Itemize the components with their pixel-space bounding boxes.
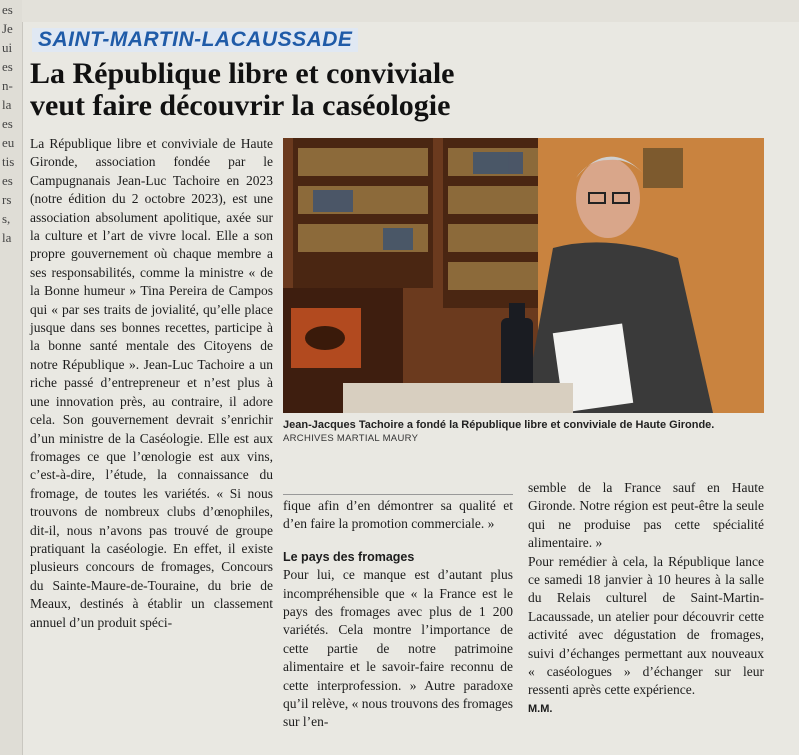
adjacent-article-line [0,399,22,418]
adjacent-article-line: Je [2,21,13,36]
adjacent-article-line [0,646,22,665]
adjacent-article-line [0,342,22,361]
photo-illustration [283,138,764,413]
adjacent-article-line [0,703,22,722]
adjacent-article-line [0,323,22,342]
adjacent-article-line [0,285,22,304]
adjacent-article-line [0,532,22,551]
article-column-1 [30,135,273,632]
headline [30,58,590,122]
section-kicker: SAINT-MARTIN-LACAUSSADE [32,28,358,52]
adjacent-article-line [0,304,22,323]
adjacent-article-line [0,437,22,456]
adjacent-article-line [0,475,22,494]
article-photo [283,138,764,413]
adjacent-article-line: eu [2,135,15,150]
adjacent-article-line [0,570,22,589]
column-2-text-1: fique afin d’en démontrer sa qualité et d’en faire la promotion commerciale. » [283,498,513,532]
column-3-text-2: Pour remédier à cela, la République lance ce samedi 18 janvier à 10 heures à la salle du Relais culturel de Saint-Martin-Lacaussade, un atelier pour découvrir cette activité avec dégustation de fromages, suivi d’échanges permettant aux nouveaux « caséologues » d’échanger sur leur ressenti après cette expérience. [528,553,764,698]
adjacent-article-line [0,608,22,627]
adjacent-article-line: es [2,116,13,131]
column-2-text-2: Pour lui, ce manque est d’autant plus incompréhensible que « la France est le pays des fromages avec plus de 1 200 variétés. Cela montre l’importance de cette partie de notre patrimoine alimentaire et le savoir-faire reconnu de cette interprofession. » Autre paradoxe qu’il relève, « nous trouvons des fromages sur l’en- [283,567,513,730]
adjacent-article-line [0,551,22,570]
adjacent-article-line [0,361,22,380]
adjacent-article-line: ui [2,40,13,55]
page-top-strip [22,0,799,22]
article-column-2 [283,497,513,732]
adjacent-article-fragment [0,0,23,755]
adjacent-article-line [0,494,22,513]
adjacent-article-line: es [2,2,13,17]
adjacent-article-line [0,627,22,646]
adjacent-article-line [0,456,22,475]
author-signature: M.M. [528,702,553,715]
adjacent-article-line [0,684,22,703]
column-3-text-1: semble de la France sauf en Haute Gironde. Notre région est peut-être la seule qui ne produise pas cette spécialité alimentaire. » [528,480,764,551]
subheading: Le pays des fromages [283,549,415,564]
adjacent-article-line: la [2,97,12,112]
adjacent-article-line: es [2,173,13,188]
adjacent-article-line: es [2,59,13,74]
headline-line-1: La République libre et conviviale [30,57,455,90]
headline-line-2: veut faire découvrir la caséologie [30,89,451,122]
adjacent-article-line [0,380,22,399]
article-column-3 [528,479,764,718]
column-rule [283,494,513,495]
adjacent-article-line: la [2,230,12,245]
column-1-text: La République libre et conviviale de Haute Gironde, association fondée par le Campugnanais Jean-Luc Tachoire en 2023 (notre édition du 2 octobre 2023), est une association absolument apolitique, axée sur la culture et l’art de vivre local. Elle a son propre gouvernement où chaque membre a ses responsabilités, comme la ministre « de la Bonne humeur » Tina Pereira de Campos qui « par ses traits de jovialité, qu’elle place jusque dans ses bonnes recettes, participe à la bonne santé mentale des Citoyens de notre République ». Jean-Luc Tachoire a un riche passé d’entrepreneur et n’est plus à une innovation près, au contraire, il adore cela. Son gouvernement devrait s’enrichir d’un ministre de la Caséologie. Elle est aux fromages ce que l’œnologie est aux vins, c’est-à-dire, l’étude, la connaissance du fromage, de toutes les variétés. « Si nous trouvons de nombreux clubs d’œnophiles, dit-il, nous n’avons pas trouvé de groupe pratiquant la caséologie. En effet, il existe plusieurs concours de fromages, Concours du Sainte-Maure-de-Touraine, du brie de Meaux, destinés à établir un classement annuel d’un produit spéci- [30,136,273,630]
adjacent-article-line: rs [2,192,12,207]
adjacent-article-line: s, [2,211,11,226]
adjacent-article-line [0,513,22,532]
adjacent-article-line [0,589,22,608]
adjacent-article-line [0,418,22,437]
photo-credit: ARCHIVES MARTIAL MAURY [283,433,419,444]
adjacent-article-line [0,266,22,285]
adjacent-article-line [0,247,22,266]
adjacent-article-line: tis [2,154,15,169]
photo-caption: Jean-Jacques Tachoire a fondé la République libre et conviviale de Haute Gironde. [283,419,715,431]
adjacent-article-line: n- [2,78,13,93]
adjacent-article-line [0,665,22,684]
